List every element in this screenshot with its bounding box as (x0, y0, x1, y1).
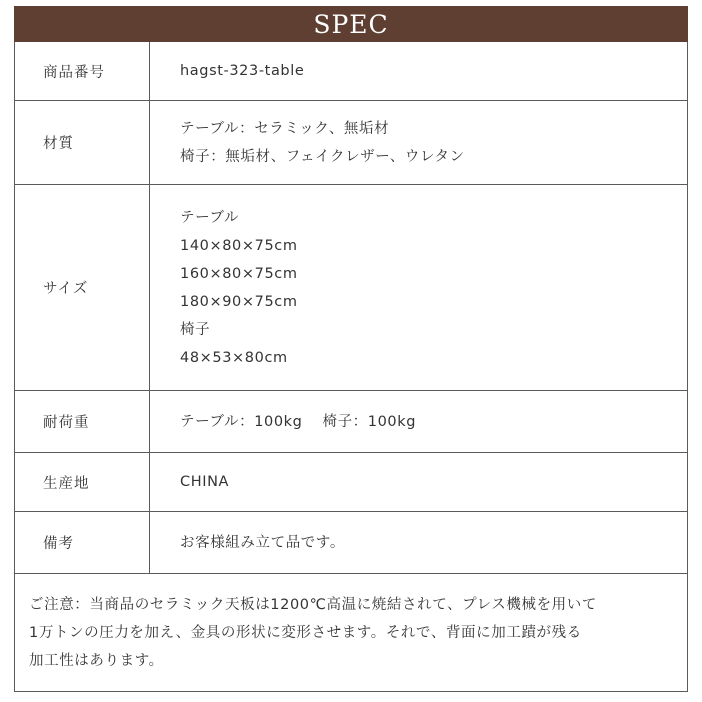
row-value (150, 101, 687, 184)
row-label: 材質 (15, 101, 150, 184)
spec-row-product-number (15, 42, 687, 101)
row-value (150, 185, 687, 390)
value-line: 椅子 (180, 321, 211, 338)
row-value (150, 391, 687, 452)
value-line: 140×80×75cm (180, 237, 298, 254)
value-line: テーブル (180, 209, 240, 226)
note-line: 加工性はあります。 (29, 653, 164, 669)
row-value (150, 42, 687, 100)
value-line (180, 408, 687, 436)
value-line: 160×80×75cm (180, 265, 298, 282)
spec-title: SPEC (313, 10, 389, 39)
value-line: 180×90×75cm (180, 293, 298, 310)
value-line: hagst-323-table (180, 63, 305, 79)
row-label: サイズ (15, 185, 150, 390)
note-line: ご注意：当商品のセラミック天板は1200℃高温に焼結されて、プレス機械を用いて (29, 597, 597, 613)
spec-row-origin (15, 453, 687, 512)
row-value (150, 453, 687, 511)
row-label: 耐荷重 (15, 391, 150, 452)
spec-table (14, 42, 688, 692)
spec-row-remarks (15, 512, 687, 574)
value-line: 48×53×80cm (180, 349, 288, 366)
spec-row-load-capacity (15, 391, 687, 453)
value-line: CHINA (180, 474, 230, 490)
row-value (150, 512, 687, 573)
load-table: テーブル：100kg (180, 413, 303, 430)
value-line: 椅子：無垢材、フェイクレザー、ウレタン (180, 148, 465, 165)
spec-header (14, 6, 688, 42)
value-line: お客様組み立て品です。 (180, 534, 345, 551)
row-label: 生産地 (15, 453, 150, 511)
note-line: 1万トンの圧力を加え、金具の形状に変形させます。それで、背面に加工蹟が残る (29, 625, 582, 641)
row-label: 商品番号 (15, 42, 150, 100)
spec-row-size (15, 185, 687, 391)
row-label: 備考 (15, 512, 150, 573)
caution-note (15, 574, 687, 692)
spec-row-material (15, 101, 687, 185)
value-line: テーブル：セラミック、無垢材 (180, 120, 390, 137)
load-chair: 椅子：100kg (322, 413, 417, 430)
